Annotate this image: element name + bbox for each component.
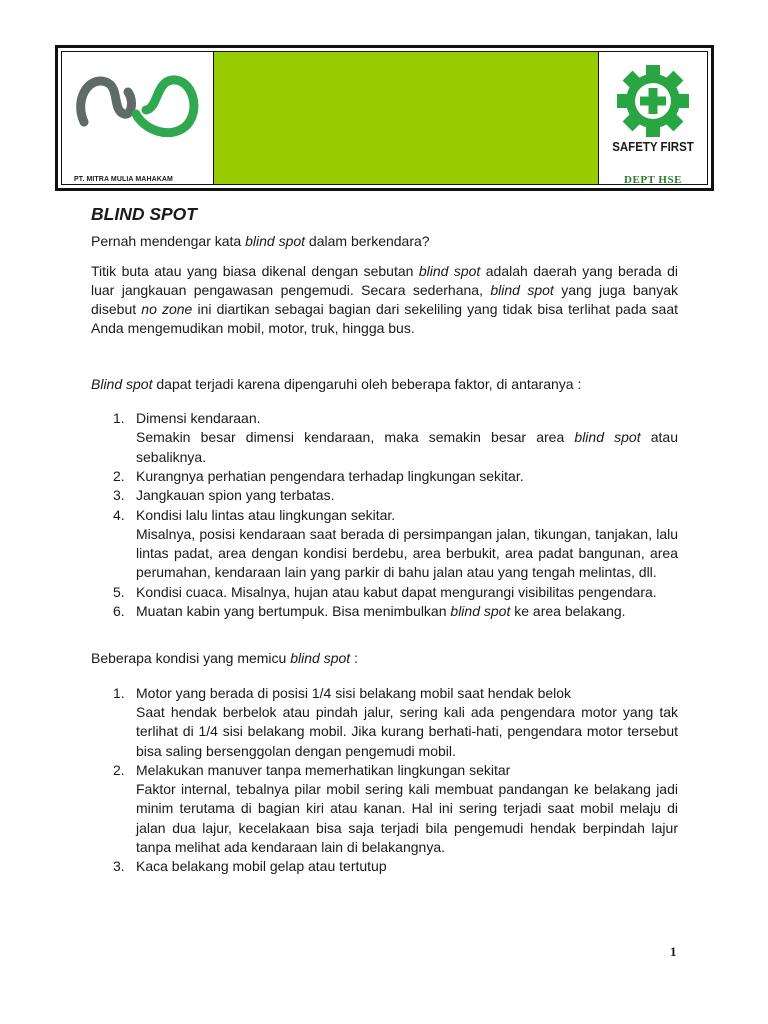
- text-run: Misalnya, posisi kendaraan saat berada di persimpangan jalan, tikungan, tanjakan, lalu lintas padat, area dengan kondisi berdebu, area berbukit, area padat bangunan, area perumahan, kendaraan lain yang parkir di bahu jalan atau yang tengah melintas, dll.: [136, 525, 678, 581]
- safety-cog-cross-icon: [608, 64, 698, 138]
- list-number: 2.: [113, 467, 125, 484]
- text-run: ke area belakang.: [510, 603, 626, 620]
- italic-term: blind spot: [490, 281, 554, 298]
- list-number: 6.: [113, 603, 125, 620]
- italic-term: no zone: [141, 301, 193, 318]
- list-item: [91, 467, 678, 486]
- company-logo-icon: [74, 70, 200, 146]
- text-run: Kondisi lalu lintas atau lingkungan sekitar.: [136, 506, 396, 523]
- document-header: [55, 45, 714, 191]
- conditions-intro: [91, 649, 678, 668]
- list-number: 1.: [113, 684, 125, 701]
- text-run: Kaca belakang mobil gelap atau tertutup: [136, 858, 387, 875]
- text-run: dapat terjadi karena dipengaruhi oleh beberapa faktor, di antaranya :: [152, 375, 582, 392]
- text-run: Motor yang berada di posisi 1/4 sisi belakang mobil saat hendak belok: [136, 684, 572, 701]
- list-number: 5.: [113, 583, 125, 600]
- text-run: Muatan kabin yang bertumpuk. Bisa menimbulkan: [136, 603, 451, 620]
- text-run: Melakukan manuver tanpa memerhatikan lingkungan sekitar: [136, 761, 511, 778]
- document-body: [91, 205, 678, 877]
- company-name: PT. MITRA MULIA MAHAKAM: [74, 176, 173, 183]
- italic-term: blind spot: [418, 262, 481, 279]
- list-item: [91, 583, 678, 602]
- safety-cell: [598, 52, 707, 184]
- text-run: Kurangnya perhatian pengendara terhadap lingkungan sekitar.: [136, 467, 524, 484]
- safety-first-label: SAFETY FIRST: [612, 140, 694, 154]
- text-run: Jangkauan spion yang terbatas.: [136, 487, 335, 504]
- list-item: [91, 857, 678, 876]
- text-run: adalah daerah yang berada di luar jangkauan pengawasan pengemudi. Secara sederhana,: [91, 262, 678, 298]
- italic-term: blind spot: [450, 603, 511, 620]
- text-run: atau sebaliknya.: [136, 429, 679, 465]
- conditions-list: [91, 684, 678, 877]
- intro-question: [91, 232, 678, 251]
- italic-term: blind spot: [245, 233, 306, 250]
- list-item: [91, 761, 678, 857]
- text-run: dalam berkendara?: [305, 233, 430, 250]
- text-run: Pernah mendengar kata: [91, 233, 246, 250]
- text-run: Saat hendak berbelok atau pindah jalur, sering kali ada pengendara motor yang tak terlihat di 1/4 sisi belakang mobil. Jika kurang berhati-hati, pengendara motor tersebut bisa saling bersenggolan dengan pengemudi mobil.: [136, 703, 678, 759]
- italic-term: Blind spot: [91, 375, 153, 392]
- text-run: ini diartikan sebagai bagian dari sekeliling yang tidak bisa terlihat pada saat Anda mengemudikan mobil, motor, truk, hingga bus.: [91, 301, 678, 337]
- list-number: 3.: [113, 487, 125, 504]
- page-number: 1: [670, 944, 677, 959]
- list-number: 2.: [113, 761, 125, 778]
- text-run: Titik buta atau yang biasa dikenal dengan sebutan: [91, 262, 419, 279]
- factors-list: [91, 409, 678, 621]
- text-run: Semakin besar dimensi kendaraan, maka semakin besar area: [136, 429, 575, 446]
- header-table: [61, 51, 708, 185]
- text-run: :: [350, 650, 358, 667]
- dept-label: DEPT HSE: [624, 174, 682, 186]
- italic-term: blind spot: [290, 650, 351, 667]
- factors-intro: [91, 375, 678, 394]
- list-item: [91, 409, 678, 467]
- text-run: Kondisi cuaca. Misalnya, hujan atau kabut dapat mengurangi visibilitas pengendara.: [136, 583, 657, 600]
- list-item: [91, 506, 678, 583]
- list-number: 4.: [113, 506, 125, 523]
- italic-term: blind spot: [574, 429, 641, 446]
- text-run: Beberapa kondisi yang memicu: [91, 650, 291, 667]
- list-number: 3.: [113, 858, 125, 875]
- definition-paragraph: [91, 262, 678, 339]
- text-run: yang juga banyak disebut: [91, 281, 678, 318]
- list-number: 1.: [113, 410, 125, 427]
- list-item: [91, 602, 678, 621]
- list-item: [91, 684, 678, 761]
- list-item: [91, 486, 678, 505]
- company-logo-cell: [62, 52, 214, 184]
- green-band: [214, 52, 598, 184]
- text-run: Dimensi kendaraan.: [136, 410, 261, 427]
- text-run: Faktor internal, tebalnya pilar mobil sering kali membuat pandangan ke belakang jadi minim terutama di bagian kiri atau kanan. Hal ini sering terjadi saat mobil melaju di jalan dua lajur, kecelakaan bisa saja terjadi bila pengemudi hendak berpindah lajur tanpa melihat ada kendaraan lain di belakangnya.: [136, 781, 678, 856]
- document-title: BLIND SPOT: [91, 204, 197, 224]
